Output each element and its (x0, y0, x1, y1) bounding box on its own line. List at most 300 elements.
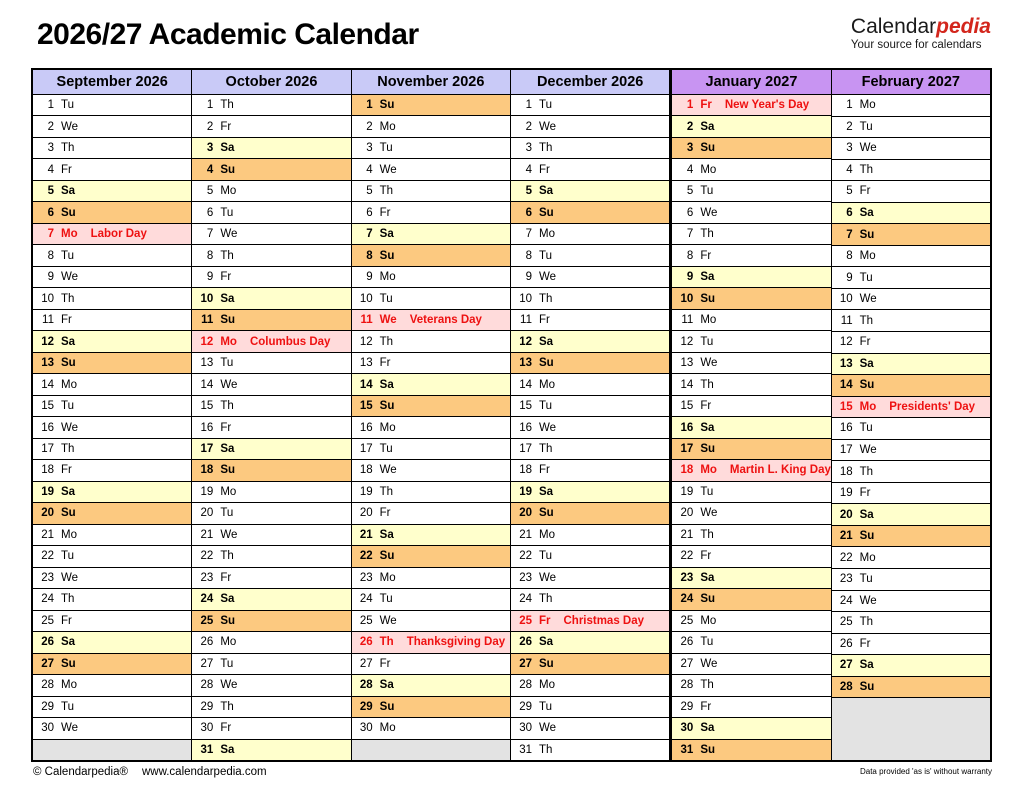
month-column-3 (351, 70, 510, 760)
day-cell (33, 138, 191, 159)
weekday-label: Fr (538, 163, 550, 176)
day-number: 13 (359, 357, 373, 370)
day-cell (33, 439, 191, 460)
day-cell (192, 202, 350, 223)
holiday-label: Thanksgiving Day (406, 636, 506, 649)
day-cell (192, 525, 350, 546)
day-number: 27 (839, 659, 853, 672)
weekday-label: Su (538, 657, 554, 670)
day-cell (192, 267, 350, 288)
day-number: 6 (525, 206, 532, 219)
day-cell (352, 181, 510, 202)
weekday-label: Sa (859, 659, 874, 672)
day-number: 2 (686, 120, 694, 133)
holiday-label: Labor Day (90, 228, 147, 241)
day-cell (511, 654, 669, 675)
weekday-label: Mo (538, 679, 555, 692)
weekday-label: We (61, 421, 79, 434)
day-cell (832, 612, 990, 634)
day-number: 14 (680, 378, 694, 391)
day-number: 25 (41, 614, 54, 627)
weekday-label: Tu (700, 335, 714, 348)
day-cell (511, 159, 669, 180)
weekday-label: Th (538, 442, 553, 455)
day-cell (672, 460, 830, 481)
day-number: 16 (680, 421, 694, 434)
weekday-label: Fr (538, 464, 550, 477)
weekday-label: Sa (61, 485, 76, 498)
day-number: 22 (200, 550, 214, 563)
day-number: 12 (839, 336, 853, 349)
day-number: 1 (686, 99, 694, 112)
day-number: 20 (41, 507, 54, 520)
month-header: November 2026 (352, 70, 510, 95)
day-number: 11 (840, 314, 853, 327)
day-cell (511, 632, 669, 653)
day-cell (672, 675, 830, 696)
weekday-label: Sa (379, 679, 394, 692)
weekday-label: We (700, 657, 718, 670)
weekday-label: Tu (700, 485, 714, 498)
weekday-label: Tu (700, 185, 714, 198)
day-cell (192, 310, 350, 331)
day-number: 27 (519, 657, 532, 670)
day-number: 17 (680, 442, 694, 455)
day-number: 21 (680, 528, 694, 541)
day-number: 21 (519, 528, 532, 541)
weekday-label: Mo (61, 528, 77, 541)
day-cell (832, 181, 990, 203)
day-number: 9 (206, 271, 214, 284)
weekday-label: Mo (700, 314, 717, 327)
holiday-label: Veterans Day (409, 314, 482, 327)
day-cell (192, 181, 350, 202)
day-number: 29 (359, 700, 373, 713)
day-number: 9 (366, 271, 373, 284)
day-cell (33, 310, 191, 331)
day-number: 9 (846, 271, 853, 284)
weekday-label: Th (700, 679, 714, 692)
weekday-label: Tu (538, 700, 552, 713)
day-cell (192, 589, 350, 610)
day-cell (352, 611, 510, 632)
day-number: 29 (519, 700, 532, 713)
day-cell (33, 331, 191, 352)
day-number: 13 (200, 357, 214, 370)
day-number: 19 (200, 485, 214, 498)
day-cell (832, 224, 990, 246)
day-cell (832, 655, 990, 677)
day-number: 23 (359, 571, 373, 584)
weekday-label: Th (700, 378, 714, 391)
weekday-label: Fr (379, 206, 391, 219)
footer-copyright (33, 766, 267, 778)
day-cell (511, 288, 669, 309)
weekday-label: Fr (61, 163, 72, 176)
weekday-label: Fr (220, 722, 232, 735)
weekday-label: Sa (379, 528, 394, 541)
day-cell (672, 718, 830, 739)
day-number: 2 (206, 120, 214, 133)
day-number: 8 (366, 249, 373, 262)
day-number: 4 (366, 163, 373, 176)
day-number: 12 (41, 335, 54, 348)
day-cell (192, 159, 350, 180)
day-cell (33, 611, 191, 632)
day-cell (352, 482, 510, 503)
weekday-label: Mo (220, 185, 237, 198)
weekday-label: Sa (538, 636, 554, 649)
weekday-label: Th (220, 400, 234, 413)
day-number: 13 (680, 357, 694, 370)
day-cell (672, 546, 830, 567)
day-number: 28 (200, 679, 214, 692)
day-number: 16 (41, 421, 54, 434)
weekday-label: Fr (379, 657, 391, 670)
day-number: 30 (359, 722, 373, 735)
day-number: 18 (200, 464, 214, 477)
day-number: 4 (47, 163, 54, 176)
day-cell (672, 310, 830, 331)
day-number: 11 (360, 314, 373, 327)
weekday-label: Tu (379, 142, 393, 155)
day-cell (511, 95, 669, 116)
weekday-label: Fr (859, 336, 871, 349)
day-number: 11 (201, 314, 214, 327)
day-number: 1 (366, 99, 373, 112)
day-number: 20 (200, 507, 214, 520)
day-number: 7 (206, 228, 214, 241)
weekday-label: Mo (379, 571, 396, 584)
day-cell (33, 95, 191, 116)
day-cell (192, 546, 350, 567)
weekday-label: Mo (859, 551, 876, 564)
weekday-label: Sa (220, 442, 235, 455)
day-cell (352, 288, 510, 309)
day-cell (832, 634, 990, 656)
weekday-label: Th (700, 228, 714, 241)
weekday-label: We (538, 120, 557, 133)
weekday-label: Fr (859, 185, 871, 198)
weekday-label: Fr (220, 271, 232, 284)
day-number: 3 (686, 142, 694, 155)
day-cell (33, 396, 191, 417)
weekday-label: Fr (700, 550, 712, 563)
day-number: 10 (41, 292, 54, 305)
weekday-label: Su (859, 530, 875, 543)
day-number: 22 (680, 550, 694, 563)
weekday-label: Th (379, 185, 394, 198)
day-number: 26 (200, 636, 214, 649)
weekday-label: Su (220, 614, 236, 627)
day-cell (352, 439, 510, 460)
day-number: 11 (681, 314, 694, 327)
weekday-label: Sa (538, 335, 554, 348)
day-number: 23 (839, 573, 853, 586)
day-number: 20 (519, 507, 532, 520)
day-number: 14 (839, 379, 853, 392)
day-cell (832, 289, 990, 311)
day-number: 8 (206, 249, 214, 262)
day-number: 9 (525, 271, 532, 284)
weekday-label: Th (859, 163, 874, 176)
day-cell (672, 202, 830, 223)
day-cell (672, 159, 830, 180)
day-cell (832, 332, 990, 354)
weekday-label: Su (61, 357, 76, 370)
day-number: 25 (519, 614, 532, 627)
day-cell (672, 417, 830, 438)
day-number: 19 (359, 485, 373, 498)
day-cell (832, 677, 990, 699)
day-cell (352, 697, 510, 718)
day-cell (352, 116, 510, 137)
day-cell (672, 181, 830, 202)
day-cell (33, 546, 191, 567)
day-cell (352, 654, 510, 675)
calendar-table (31, 68, 992, 762)
day-cell (672, 525, 830, 546)
day-cell (511, 310, 669, 331)
footer-disclaimer: Data provided 'as is' without warranty (859, 767, 992, 776)
weekday-label: Fr (859, 487, 871, 500)
day-cell (33, 245, 191, 266)
weekday-label: Tu (859, 271, 873, 284)
day-number: 18 (41, 464, 54, 477)
day-cell (33, 417, 191, 438)
day-cell (511, 675, 669, 696)
day-number: 15 (359, 400, 373, 413)
weekday-label: We (220, 378, 238, 391)
day-number: 5 (525, 185, 532, 198)
day-cell (352, 267, 510, 288)
day-cell (511, 417, 669, 438)
day-number: 5 (846, 185, 853, 198)
day-number: 18 (680, 464, 694, 477)
weekday-label: Mo (859, 250, 876, 263)
holiday-label: Presidents' Day (889, 400, 976, 413)
day-number: 30 (519, 722, 532, 735)
day-number: 13 (519, 357, 532, 370)
month-header: December 2026 (511, 70, 669, 95)
weekday-label: Sa (379, 228, 394, 241)
day-number: 4 (206, 163, 214, 176)
weekday-label: Mo (379, 421, 396, 434)
day-number: 23 (519, 571, 532, 584)
day-cell (832, 483, 990, 505)
day-cell (352, 138, 510, 159)
weekday-label: We (700, 507, 718, 520)
day-cell (352, 224, 510, 245)
weekday-label: Fr (538, 314, 550, 327)
day-cell (192, 374, 350, 395)
day-cell (352, 460, 510, 481)
day-number: 31 (519, 743, 532, 756)
weekday-label: Th (379, 485, 394, 498)
day-number: 16 (519, 421, 532, 434)
month-column-4 (510, 70, 669, 760)
day-number: 16 (839, 422, 853, 435)
day-cell (672, 353, 830, 374)
day-cell (672, 245, 830, 266)
month-column-5 (669, 70, 830, 760)
day-cell (832, 440, 990, 462)
weekday-label: Fr (220, 421, 232, 434)
weekday-label: Fr (700, 249, 712, 262)
day-cell (33, 589, 191, 610)
day-number: 12 (359, 335, 373, 348)
day-number: 26 (839, 637, 853, 650)
day-number: 10 (200, 292, 214, 305)
day-cell (352, 396, 510, 417)
logo-text-main: Calendar (850, 15, 937, 38)
weekday-label: We (61, 571, 79, 584)
day-cell (352, 353, 510, 374)
day-cell (352, 675, 510, 696)
day-cell (33, 675, 191, 696)
day-cell (192, 675, 350, 696)
weekday-label: We (61, 271, 79, 284)
day-cell (672, 267, 830, 288)
weekday-label: Th (538, 743, 553, 756)
weekday-label: We (700, 357, 718, 370)
weekday-label: Fr (61, 614, 72, 627)
day-cell (832, 569, 990, 591)
weekday-label: We (538, 722, 557, 735)
weekday-label: Sa (700, 571, 715, 584)
weekday-label: Su (61, 657, 76, 670)
day-number: 14 (359, 378, 373, 391)
weekday-label: Tu (538, 249, 552, 262)
day-number: 1 (525, 99, 532, 112)
day-cell (33, 654, 191, 675)
day-cell (832, 418, 990, 440)
weekday-label: Fr (859, 637, 871, 650)
day-cell (192, 503, 350, 524)
day-cell (511, 439, 669, 460)
holiday-label: New Year's Day (724, 99, 810, 112)
month-column-1 (33, 70, 191, 760)
day-cell (832, 547, 990, 569)
weekday-label: Su (61, 206, 76, 219)
day-number: 26 (519, 636, 532, 649)
day-number: 4 (846, 163, 853, 176)
weekday-label: We (859, 142, 877, 155)
weekday-label: We (859, 594, 877, 607)
weekday-label: Tu (859, 573, 873, 586)
day-cell (33, 568, 191, 589)
day-cell (192, 224, 350, 245)
day-number: 26 (41, 636, 54, 649)
day-number: 7 (525, 228, 532, 241)
day-number: 22 (359, 550, 373, 563)
day-number: 5 (47, 185, 54, 198)
weekday-label: Fr (379, 507, 391, 520)
day-number: 8 (686, 249, 694, 262)
day-number: 5 (686, 185, 694, 198)
day-cell (352, 95, 510, 116)
weekday-label: Fr (220, 120, 232, 133)
weekday-label: We (220, 679, 238, 692)
weekday-label: Tu (379, 292, 393, 305)
day-number: 4 (686, 163, 694, 176)
day-number: 27 (200, 657, 214, 670)
day-number: 15 (41, 400, 54, 413)
day-number: 25 (200, 614, 214, 627)
weekday-label: Su (61, 507, 76, 520)
website-text[interactable]: www.calendarpedia.com (141, 766, 267, 778)
day-number: 3 (846, 142, 853, 155)
weekday-label: Sa (220, 593, 235, 606)
weekday-label: Fr (379, 357, 391, 370)
weekday-label: Mo (538, 228, 555, 241)
day-cell (511, 245, 669, 266)
weekday-label: Su (700, 743, 716, 756)
holiday-label: Christmas Day (563, 614, 645, 627)
day-number: 28 (519, 679, 532, 692)
day-number: 24 (200, 593, 214, 606)
day-number: 17 (359, 442, 373, 455)
weekday-label: Su (700, 593, 716, 606)
day-cell (672, 611, 830, 632)
weekday-label: Mo (220, 335, 237, 348)
weekday-label: Th (220, 99, 234, 112)
day-cell (33, 697, 191, 718)
weekday-label: We (379, 163, 397, 176)
day-number: 14 (519, 378, 532, 391)
day-cell (511, 611, 669, 632)
weekday-label: Tu (61, 700, 74, 713)
weekday-label: Su (379, 550, 395, 563)
day-number: 7 (366, 228, 373, 241)
weekday-label: Mo (859, 400, 877, 413)
weekday-label: Mo (859, 99, 876, 112)
weekday-label: Th (61, 142, 75, 155)
weekday-label: Fr (700, 400, 712, 413)
day-cell (192, 138, 350, 159)
day-cell (352, 310, 510, 331)
weekday-label: Su (538, 507, 554, 520)
day-number: 12 (519, 335, 532, 348)
day-cell (511, 546, 669, 567)
weekday-label: We (538, 271, 557, 284)
weekday-label: Th (379, 636, 394, 649)
month-header: October 2026 (192, 70, 350, 95)
logo-text-accent: pedia (936, 15, 991, 38)
day-number: 11 (520, 314, 532, 327)
weekday-label: Fr (61, 314, 72, 327)
day-number: 21 (359, 528, 373, 541)
weekday-label: Th (859, 314, 874, 327)
weekday-label: Mo (538, 528, 555, 541)
weekday-label: Th (538, 292, 553, 305)
weekday-label: Sa (700, 271, 715, 284)
day-number: 20 (359, 507, 373, 520)
day-number: 8 (47, 249, 54, 262)
day-cell (832, 117, 990, 139)
day-number: 21 (839, 530, 853, 543)
weekday-label: Su (379, 249, 395, 262)
day-cell (511, 181, 669, 202)
weekday-label: Su (700, 142, 716, 155)
weekday-label: Mo (61, 378, 77, 391)
day-cell (352, 331, 510, 352)
day-cell (192, 331, 350, 352)
day-number: 23 (680, 571, 694, 584)
day-cell (33, 525, 191, 546)
day-cell (511, 718, 669, 739)
day-number: 24 (680, 593, 694, 606)
